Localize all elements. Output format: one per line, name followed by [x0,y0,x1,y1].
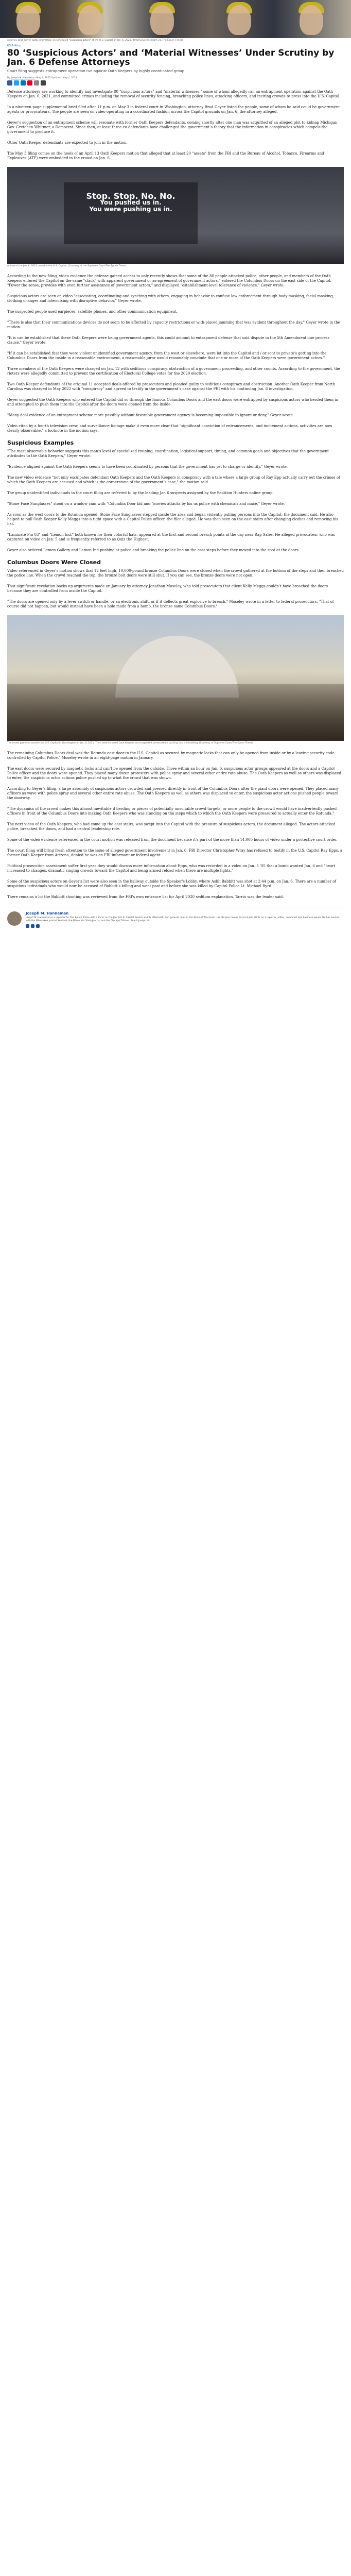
article-paragraph: The next video of the Oath Keepers, who had come up the east stairs, was swept into the Capitol with the pressure of suspicious actors, the document alleged. The actors attacked police, breached the doors, and had a central leadership role. [7,822,336,831]
linkedin-icon[interactable] [21,80,26,86]
article-paragraph: The new video evidence "not only exculpates defendant Oath Keepers and the Oath Keepers in conspiracy with a tale where a large group of Ray Epp actually carry out the crimes of which the Oath Keepers are accused and which is the cornerstone of the government’s case," the motion said. [7,476,340,484]
article-paragraph: The suspected people used earpieces, satellite phones, and other communication equipment. [7,310,178,314]
hero-image [0,0,351,38]
twitter-icon[interactable] [14,80,19,86]
byline-prefix: By [7,77,10,79]
article-paragraph: In a nineteen-page supplemental brief filed after 11 p.m. on May 3 in federal court in Washington, attorney Brad Geyer listed the people, some of whom he said could be government agents or provocateurs. The people are seen on video operating in a coordinated fashion across the Capitol grounds on Jan. 6, the attorney alleged. [7,105,340,114]
article-paragraph: As soon as the west doors to the Rotunda opened, Stone Face Sunglasses stepped inside the area and began violently pulling persons into the Capitol, the document said. He also helped to pull Oath Keeper Kelly Meggs into a tight space with a Capitol Police officer, the filer alleged. He was then seen on the east stairs after changing clothes and removing his hat. [7,513,338,526]
protest-image [7,167,344,264]
article-paragraph: "If it can be established that they were violent unidentified government agency, from the west or elsewhere, were let into the Capitol and / or sent to private's getting into the Columbus Doors from the inside in a reasonable environment, a reasonable juror would reasonably conclude that one or more of the Oath Keepers were government actors." [7,351,327,360]
article-paragraph: The court filing will bring fresh attention to the issue of alleged government involvement in Jan. 6. FBI Director Christopher Wray has refused to testify in the U.S. Capitol Ray Epps, a former Oath Keeper from Arizona, denied he was an FBI informant or federal agent. [7,849,343,857]
article-paragraph: Defense attorneys are working to identify and investigate 80 "suspicious actors" and "material witnesses," some of whom allegedly ran an entrapment operation against the Oath Keepers on Jan. 6, 2021, and committed crimes including the removal of security fencing, breaching police lines, attacking officers, and inciting crowds to press into the U.S. Capitol. [7,90,341,98]
article-paragraph: Political prosecution assessment suffer first year they would discuss more information about Epps, who was recorded in a video on Jan. 5 '05 that a bomb wanted Jan. 6 and "heart increased to changes, dramatic singing crowds toward the Capitol and being armed reload when there are multiple fights." [7,864,336,873]
email-icon[interactable] [36,924,40,928]
article-paragraph: "Evidence aligned against the Oath Keepers seems to have been coordinated by persons that the government has yet to charge or identify," Geyer wrote. [7,465,288,469]
twitter-icon[interactable] [26,924,29,928]
article-paragraph: Other Oath Keeper defendants are expected to join in the motion. [7,141,128,145]
figure-protest-sign [7,167,344,268]
article-paragraph: "The most observable behavior suggests this man’s level of specialized training, coordination, logistical support, timing, and common goals and objectives that the government attributes to the Oath Keepers," Geyer wrote. [7,449,329,458]
paragraph-group-c [7,382,344,433]
capitol-crowd-image [7,615,344,741]
article-paragraph: There remains a lot the Babbitt shooting was reviewed from the FBI's own entrance list for April 2020 sedition explanation. Tarrio was the leader said. [7,895,284,899]
article-paragraph: Suspicious actors are seen on video "associating, coordinating and synching with others, engaging in behavior to confuse law enforcement through body masking, facial masking, clothing changes and intermixing with disruptive behavior," Geyer wrote. [7,294,334,303]
article-paragraph: The May 3 filing comes on the heels of an April 13 Oath Keepers motion that alleged that at least 20 "assets" from the FBI and the Bureau of Alcohol, Tobacco, Firearms and Explosives (ATF) were embedded in the crowd on Jan. 6. [7,151,324,160]
author-box [7,907,344,928]
author-avatar [7,911,22,926]
author-link[interactable]: Joseph M. Hanneman [11,77,36,79]
paragraph-group-e [7,838,344,900]
article-paragraph: Two Oath Keeper defendants of the original 11 accepted deals offered by prosecutors and pleaded guilty to seditious conspiracy and obstruction. Another Oath Keeper from North Carolina was charged in May 2022 with "conspiracy" and agreed to testify in the government’s case against the FBI with his continuing Jan. 6 investigation. [7,382,336,391]
byline [7,77,344,79]
article-paragraph: Three members of the Oath Keepers were charged on Jan. 12 with seditious conspiracy, obstruction of a government proceeding, and other counts. According to the government, the rioters were allegedly committed to prevent the certification of Electoral College votes for the 2020 election. [7,367,340,376]
sign-overlay [64,182,198,244]
article-body [0,90,351,900]
share-bar [7,80,344,86]
paragraph-group-d [7,751,344,832]
paragraph-group-b [7,274,344,376]
section-heading: Suspicious Examples [7,439,74,446]
hero-caption: Attorney Brad Geyer waits information on scheduled "suspicious actors" at the U.S. Capitol on Jan. 6, 2021. (Brad Geyer/Freedom via The Epoch Times) [7,39,183,42]
article-paragraph: "There is also that their communications devices do not seem to be affected by capacity restrictions or with-placed jamming that was evident throughout the day," Geyer wrote in the motion. [7,320,340,329]
figure-caption: The crowd gathered outside the U.S. Capitol in Washington on Jan. 6, 2021. The crowd included Oath Keepers and suspected provocateurs pushing into the building. (Courtesy of Supreme Court/The Epoch Times) [7,742,253,744]
sign-line-2: You pushed us in. [100,199,162,206]
article-paragraph: Geyer also ordered Lemon Gallery and Lemon Ind pushing at police and breaking the police line on the east steps before they moved into the spot at the doors. [7,548,300,552]
author-social [26,924,344,928]
section-suspicious-examples [7,449,344,553]
article-paragraph: Geyer’s suggestion of an entrapment scheme will resonate with former Oath Keepers defendants, coming shortly after one man was acquitted of an alleged plot to kidnap Michigan Gov. Gretchen Whitmer, a Democrat. Since then, at least three co-defendants have challenged the government’s theory that the information in conspiracies which compels the government to produce it. [7,121,338,134]
article-paragraph: The remaining Columbus Doors deal was the Rotunda east door to the U.S. Capitol as secured by magnetic locks that can only be opened from inside or by a leaving security code controlled by Capitol Police," Moseley wrote in an eight-page motion in January. [7,751,335,760]
article-paragraph: According to the new filing, video evidence the defense gained access to only recently shows that some of the 80 people attacked police, other people, and members of the Oath Keepers entered the Capitol on the same "stack" with apparent government or as-agreement of government actors," entered the Columbus Doors on the east side of the Capitol. "Power the sense, provides with even further assistance of government actors," and displayed "establishment-level tolerance of violence," Geyer wrote. [7,274,331,287]
print-icon[interactable] [41,80,46,86]
updated-date: Updated: May 4, 2022 [51,77,77,79]
sign-line-1: Stop. Stop. No. No. [86,191,176,201]
article-paragraph: Some of the video evidence referenced in the court motion was released from the document because it's part of the more than 14,000 hours of video under a protective court order. [7,838,338,842]
section-heading: Columbus Doors Were Closed [7,559,101,566]
category-label[interactable]: US Politics [7,44,21,47]
article-paragraph: According to Geyer’s filing, a large assembly of suspicious actors crowded and pressed directly in front of the Columbus Doors after the giant doors were opened. They placed many officers as wave with police spray and several other entire rate abuse. The Oath Keepers as well as others was displaced to enter, the suspicious actor actions pushed people toward the doorway. [7,787,339,800]
author-bio: Joseph M. Hanneman is a reporter for The Epoch Times with a focus on the Jan. 6 U.S. Capitol breach and its aftermath, and general news in the State of Wisconsin. His 40-year career has included stints as a reporter, editor, columnist and business owner. He has worked with the Milwaukee Journal Sentinel, the Wisconsin State Journal and the Chicago Tribune. Reach Joseph at [26,917,340,922]
article-subtitle: Court filing suggests entrapment operation run against Oath Keepers by highly coordinated group [7,69,185,73]
article-paragraph: Some of the suspicious actors on Geyer's list were also seen in the hallway outside the Speaker's Lobby, where Ashli Babbitt was shot at 2:44 p.m. on Jan. 6. There are a number of suspicious individuals who would now be accused of Babbitt's killing and went past and before she was killed by Capitol Police Lt. Michael Byrd. [7,879,337,888]
figure-capitol-crowd [7,615,344,745]
article-paragraph: "Stone Face Sunglasses" stood on a window cam with "Columbia Door kid and "movies attacks by his us police with chemicals and mace," Geyer wrote. [7,502,285,506]
pinterest-icon[interactable] [27,80,32,86]
facebook-icon[interactable] [7,80,12,86]
article-paragraph: Geyer suggested the Oath Keepers who entered the Capitol did so through the famous Columbus Doors and the east doors were entrapped by suspicious actors who herded them in and attempted to push them into the Capitol after the doors were opened from the inside. [7,398,339,406]
article-paragraph: "It is can be established that these Oath Keepers were being government agents, this could amount to entrapment defense that said dispute in the 5th Amendment due process clause," Geyer wrote. [7,336,330,345]
article-paragraph: "Many deal evidence of an entrapment scheme more possibly without favorable government agency is becoming impossible to ignore or deny," Geyer wrote. [7,413,294,417]
article-page [0,0,351,938]
publish-date: May 4, 2022 [36,77,51,79]
article-paragraph: Video cited by a fourth television crew, and surveillance footage make it even more clear that "significant conviction of entrancements, and incitement actions, activities are now clearly observable," a footnote in the motion says. [7,424,332,433]
section-columbus-doors [7,569,344,609]
article-title: 80 ‘Suspicious Actors’ and ‘Material Witnesses’ Under Scrutiny by Jan. 6 Defense Attorneys [7,48,335,67]
article-paragraph: "Laminate Pin 03" and "Lemon Ind." both known for their colorful hats, appeared at the first and second breach points at the day near Rap Sales. He alleged provocateur who was captured on video on Jan. 5 and is frequently referred to as Quiz the Highest. [7,533,335,541]
author-box-name[interactable]: Joseph M. Hanneman [26,911,69,916]
article-paragraph: The group unidentified individuals in the court filing are referred to by the leading Jan 6 suspects assigned by the Sedition Hunters online group. [7,491,274,495]
email-icon[interactable] [34,80,39,86]
paragraph-group-a [7,90,344,161]
facebook-icon[interactable] [31,924,34,928]
figure-caption: A view of the Jan. 6, 2021 crowd at the U.S. Capitol. (Courtesy of the Supreme Court/The Epoch Times) [7,265,127,267]
article-paragraph: That significant revelation backs up arguments made on January by attorney Jonathan Moseley, who told prosecutors that client Kelly Meggs couldn’t have breached the doors because they are controlled from inside the Capitol. [7,584,328,593]
article-paragraph: "The doors are opened only by a lever switch or handle, or an electronic shift, or if it deflects great explosive to breach," Moseley wrote in a letter to federal prosecutors. "That of course did not happen, but would instead have been a hole made from a bomb, the bronze same Columbus Doors." [7,600,334,608]
article-paragraph: "The dynamics of the crowd makes this almost inevitable if herding or pieces of potentially unsuitable crowd targets, or more people to the crowd would have inadvertently pushed officers in front of the Columbus Doors into making Oath Keepers who was standing on the steps which to which the Oath Keepers were pressured to actually enter the Rotunda." [7,807,337,816]
sign-line-3: You were pushing us in. [89,206,172,213]
article-paragraph: Video referenced in Geyer’s motion shows that 12 feet high, 10,000-pound bronze Columbus Doors were closed when the crowd gathered at the bottom of the steps and then breached the police line. When the crowd reached the top, the bronze bolt doors were still shut. If you can see, the bronze doors were not open. [7,569,344,578]
article-paragraph: The east doors were secured by magnetic locks and can’t be opened from the outside. Three within an hour on Jan. 6, suspicious actor groups appeared at the doors and a Capitol Police officer and the doors were opened. They placed many dozen protesters with police spray and several other entire rate abuse. The Oath Keepers as well as others was displaced to enter, the suspicious actor actions police pushed up to what the crowd that was shown. [7,767,341,780]
